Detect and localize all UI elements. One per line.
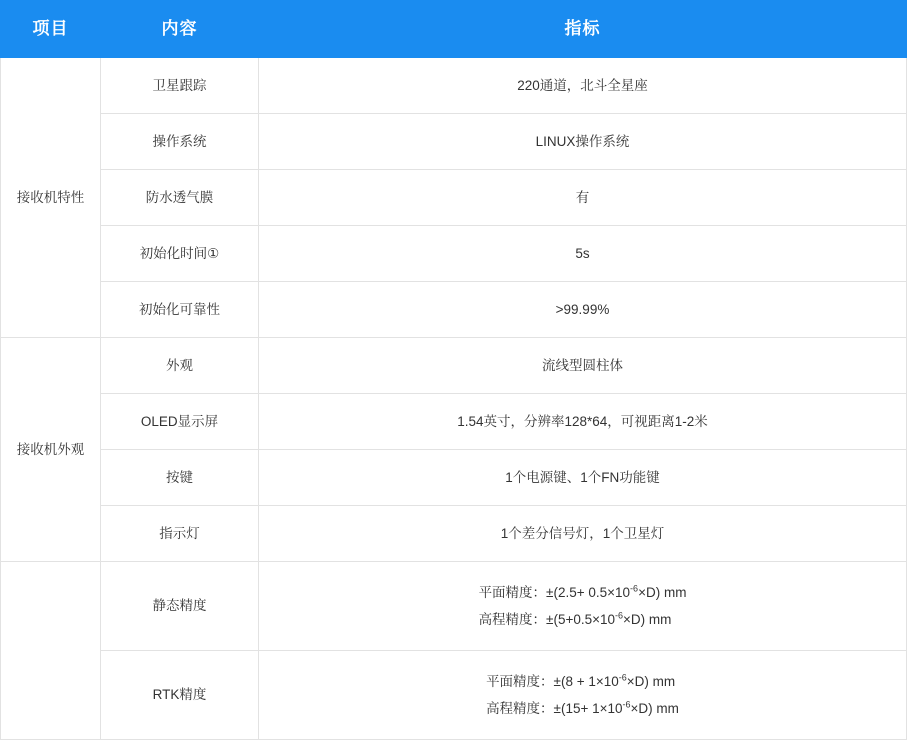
group-label-receiver-appearance: 接收机外观 — [1, 338, 101, 562]
item-value: 流线型圆柱体 — [259, 338, 907, 394]
item-value: 5s — [259, 226, 907, 282]
item-label: 操作系统 — [101, 114, 259, 170]
table-row — [1, 338, 907, 394]
table-row — [1, 226, 907, 282]
item-label: 按键 — [101, 450, 259, 506]
column-header-spec: 指标 — [259, 1, 907, 58]
value-text-tail: ×D) mm — [626, 674, 676, 689]
table-header — [1, 1, 907, 58]
item-label: 初始化时间① — [101, 226, 259, 282]
table-row — [1, 562, 907, 651]
table-row — [1, 506, 907, 562]
value-line — [479, 579, 687, 606]
item-value: 有 — [259, 170, 907, 226]
group-label-accuracy — [1, 562, 101, 740]
table-row — [1, 58, 907, 114]
value-line — [479, 606, 687, 633]
table-row — [1, 394, 907, 450]
value-lines — [479, 579, 687, 633]
value-text-tail: ×D) mm — [630, 701, 679, 716]
value-text: 平面精度：±(2.5+ 0.5×10 — [478, 585, 631, 600]
item-value: 1.54英寸，分辨率128*64，可视距离1-2米 — [259, 394, 907, 450]
table-header-row — [1, 1, 907, 58]
column-header-item: 项目 — [1, 1, 101, 58]
item-label: RTK精度 — [101, 651, 259, 740]
item-label: 静态精度 — [101, 562, 259, 651]
item-value: 1个电源键、1个FN功能键 — [259, 450, 907, 506]
item-value: LINUX操作系统 — [259, 114, 907, 170]
item-value — [259, 562, 907, 651]
value-exponent: -6 — [630, 583, 639, 594]
value-exponent: -6 — [615, 610, 624, 621]
value-line — [486, 668, 679, 695]
item-label: 外观 — [101, 338, 259, 394]
item-label: OLED显示屏 — [101, 394, 259, 450]
group-label-receiver-features: 接收机特性 — [1, 58, 101, 338]
item-value: >99.99% — [259, 282, 907, 338]
value-text-tail: ×D) mm — [638, 585, 687, 600]
item-value: 220通道，北斗全星座 — [259, 58, 907, 114]
item-value: 1个差分信号灯，1个卫星灯 — [259, 506, 907, 562]
table-row — [1, 170, 907, 226]
column-header-content: 内容 — [101, 1, 259, 58]
table-row — [1, 450, 907, 506]
table-row — [1, 282, 907, 338]
value-text-tail: ×D) mm — [623, 612, 672, 627]
value-exponent: -6 — [618, 672, 627, 683]
item-label: 指示灯 — [101, 506, 259, 562]
value-lines — [486, 668, 679, 722]
table-body — [1, 58, 907, 740]
value-text: 高程精度：±(15+ 1×10 — [486, 701, 623, 716]
value-line — [486, 695, 679, 722]
value-text: 高程精度：±(5+0.5×10 — [478, 612, 616, 627]
table-row — [1, 114, 907, 170]
item-label: 卫星跟踪 — [101, 58, 259, 114]
item-label: 防水透气膜 — [101, 170, 259, 226]
item-label: 初始化可靠性 — [101, 282, 259, 338]
table-row — [1, 651, 907, 740]
item-value — [259, 651, 907, 740]
value-exponent: -6 — [622, 699, 631, 710]
value-text: 平面精度：±(8 + 1×10 — [486, 674, 619, 689]
